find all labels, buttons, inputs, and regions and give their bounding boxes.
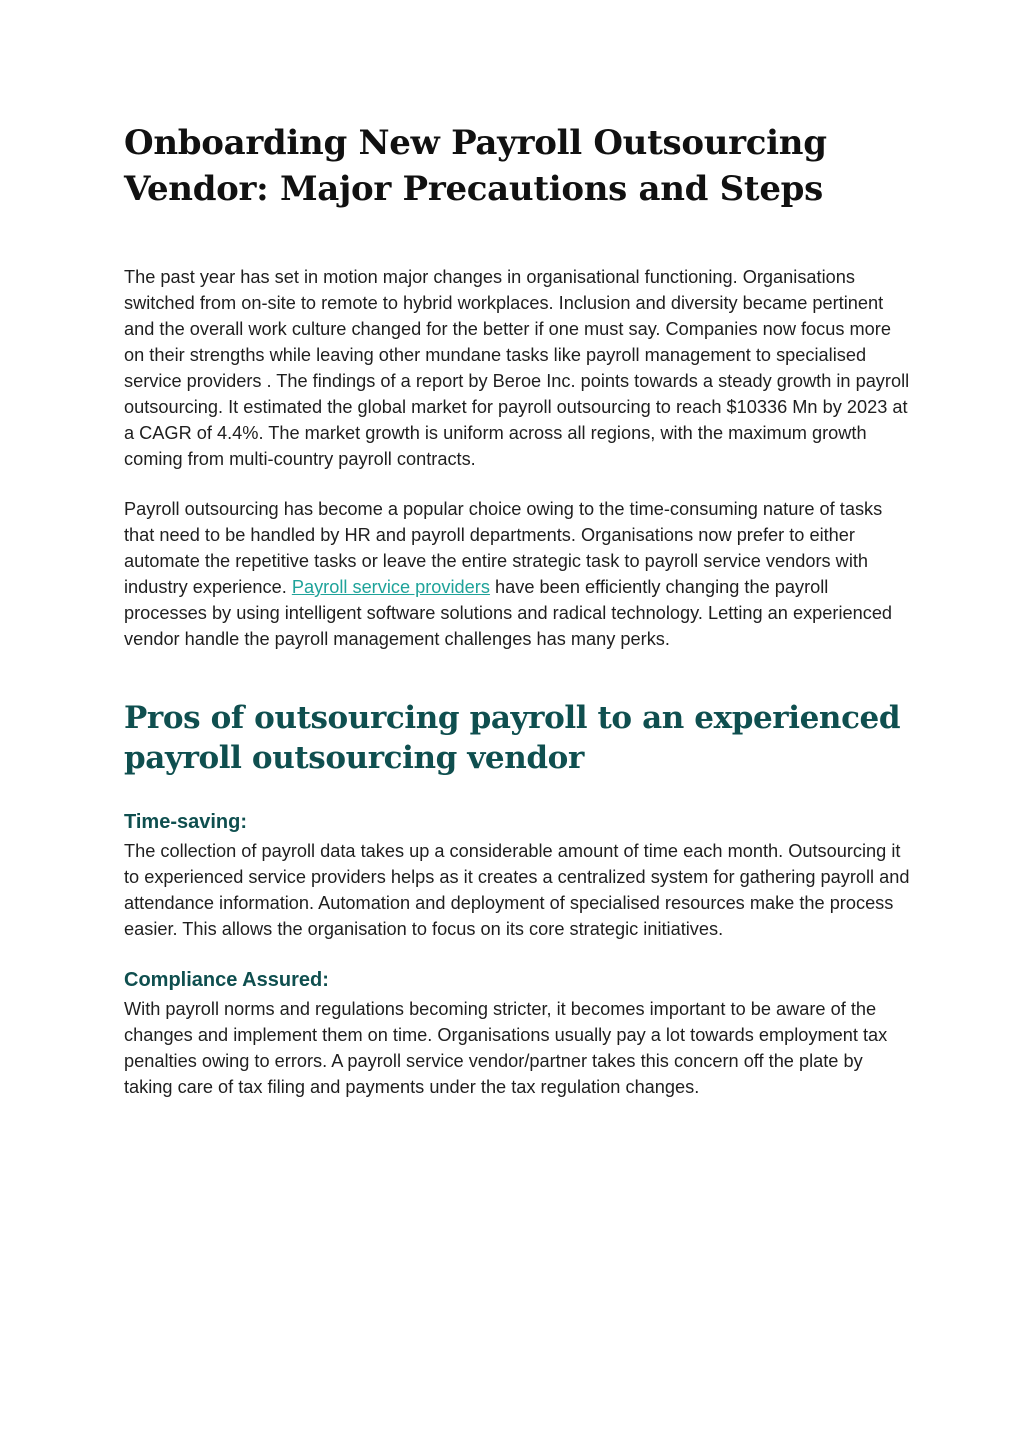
- subsection-compliance-assured: [124, 966, 914, 1100]
- paragraph-text-after-link: have been efficiently changing the payroll processes by using intelligent software solutions and radical technology. Letting an experienced vendor handle the payroll management challenges has many perks.: [124, 577, 893, 649]
- paragraph-text-before-link: Payroll outsourcing has become a popular choice owing to the time-consuming nature of tasks that need to be handled by HR and payroll departments. Organisations now prefer to either automate the repetitive tasks or leave the entire strategic task to payroll service vendors with industry experience.: [124, 499, 883, 597]
- payroll-service-providers-link[interactable]: Payroll service providers: [291, 577, 490, 597]
- subsection-heading: Compliance Assured:: [124, 969, 329, 991]
- document-page: [124, 120, 914, 1124]
- subsection-time-saving: [124, 808, 914, 942]
- subsection-heading: Time-saving:: [124, 811, 247, 833]
- subsection-body: The collection of payroll data takes up a considerable amount of time each month. Outsourcing it to experienced service providers helps as it creates a centralized system for gathering payroll and attendance information. Automation and deployment of specialised resources make the process easier. This allows the organisation to focus on its core strategic initiatives.: [124, 841, 910, 939]
- outsourcing-paragraph: [124, 496, 914, 652]
- intro-paragraph: The past year has set in motion major changes in organisational functioning. Organisations switched from on-site to remote to hybrid workplaces. Inclusion and diversity became pertinent and the overall work culture changed for the better if one must say. Companies now focus more on their strengths while leaving other mundane tasks like payroll management to specialised service providers . The findings of a report by Beroe Inc. points towards a steady growth in payroll outsourcing. It estimated the global market for payroll outsourcing to reach $10336 Mn by 2023 at a CAGR of 4.4%. The market growth is uniform across all regions, with the maximum growth coming from multi-country payroll contracts.: [124, 267, 910, 469]
- pros-section-heading: Pros of outsourcing payroll to an experienced payroll outsourcing vendor: [124, 700, 901, 776]
- document-title: Onboarding New Payroll Outsourcing Vendor: Major Precautions and Steps: [124, 123, 827, 209]
- subsection-body: With payroll norms and regulations becoming stricter, it becomes important to be aware of the changes and implement them on time. Organisations usually pay a lot towards employment tax penalties owing to errors. A payroll service vendor/partner takes this concern off the plate by taking care of tax filing and payments under the tax regulation changes.: [124, 999, 888, 1097]
